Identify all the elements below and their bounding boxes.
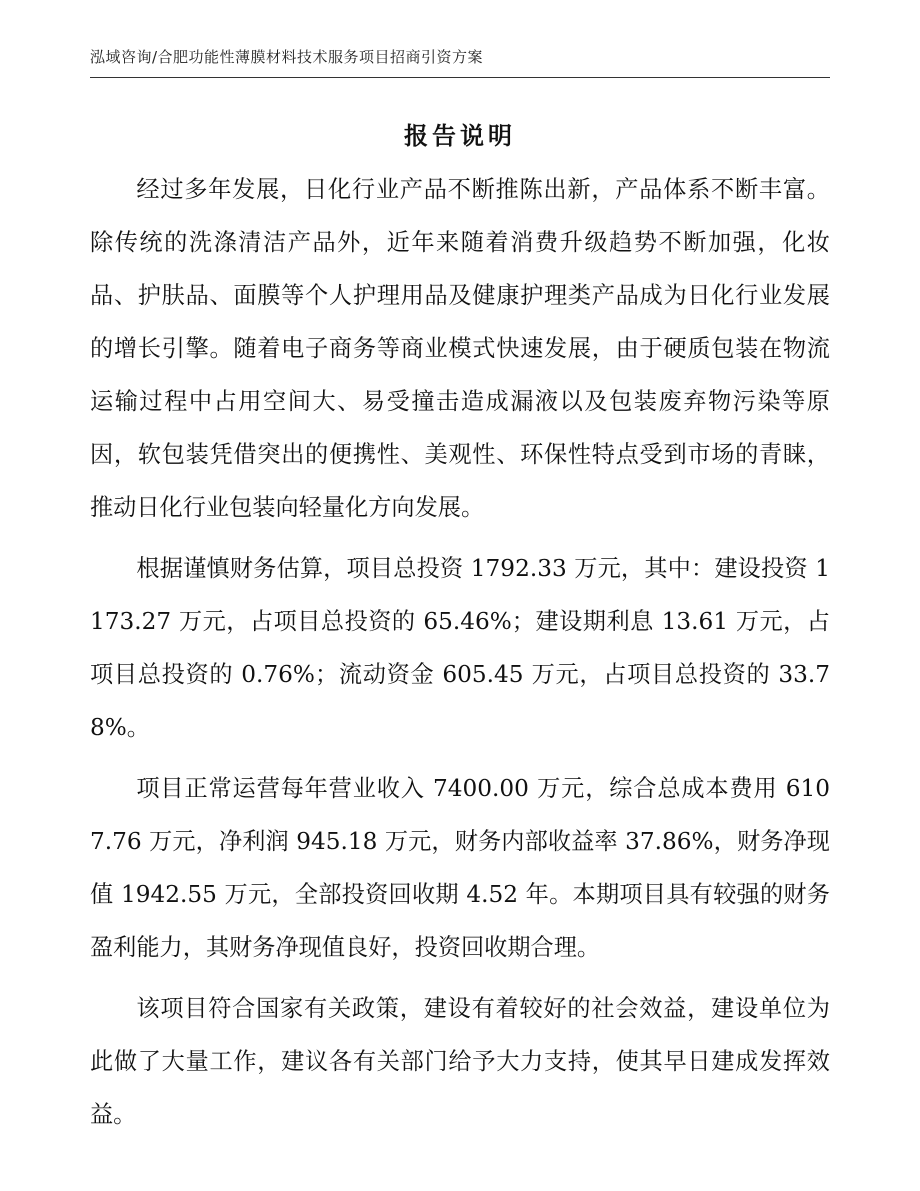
paragraph-recommendation: 该项目符合国家有关政策，建设有着较好的社会效益，建设单位为此做了大量工作，建议各有关部门给予大力支持，使其早日建成发挥效益。 xyxy=(90,995,830,1128)
header-divider xyxy=(90,77,830,78)
report-body xyxy=(90,163,830,1149)
paragraph-investment-estimate: 根据谨慎财务估算，项目总投资 1792.33 万元，其中：建设投资 1173.27 万元，占项目总投资的 65.46%；建设期利息 13.61 万元，占项目总投资的 0.76%；流动资金 605.45 万元，占项目总投资的 33.78%。 xyxy=(90,555,830,741)
section-title: 报告说明 xyxy=(404,122,516,150)
paragraph-financial-returns: 项目正常运营每年营业收入 7400.00 万元，综合总成本费用 6107.76 万元，净利润 945.18 万元，财务内部收益率 37.86%，财务净现值 1942.55 万元，全部投资回收期 4.52 年。本期项目具有较强的财务盈利能力，其财务净现值良好，投资回收期合理。 xyxy=(90,775,830,961)
paragraph-industry-background: 经过多年发展，日化行业产品不断推陈出新，产品体系不断丰富。除传统的洗涤清洁产品外，近年来随着消费升级趋势不断加强，化妆品、护肤品、面膜等个人护理用品及健康护理类产品成为日化行业发展的增长引擎。随着电子商务等商业模式快速发展，由于硬质包装在物流运输过程中占用空间大、易受撞击造成漏液以及包装废弃物污染等原因，软包装凭借突出的便携性、美观性、环保性特点受到市场的青睐，推动日化行业包装向轻量化方向发展。 xyxy=(90,176,830,521)
running-header: 泓域咨询/合肥功能性薄膜材料技术服务项目招商引资方案 xyxy=(90,48,484,66)
